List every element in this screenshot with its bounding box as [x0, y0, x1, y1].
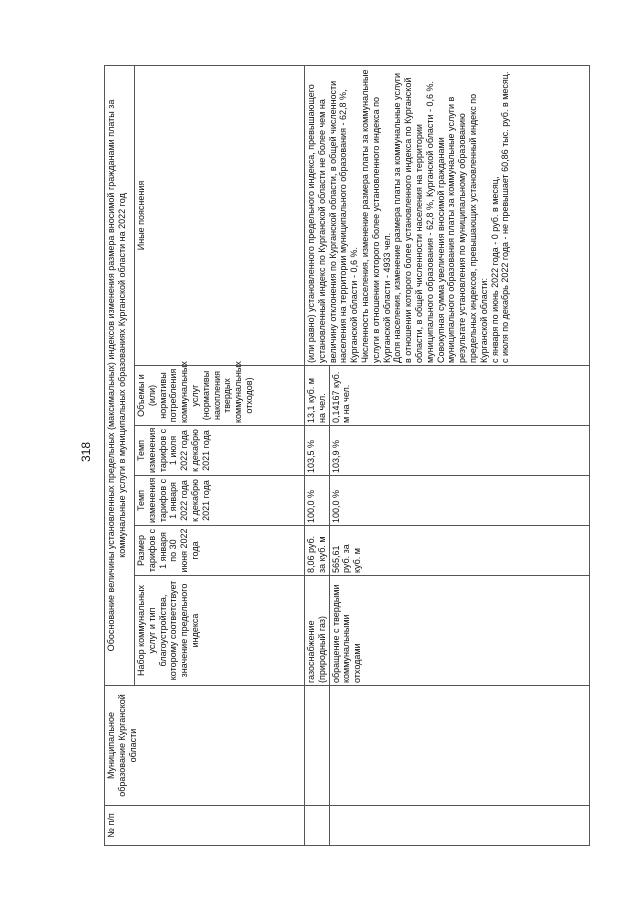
waste-rate-jul: 103,9 % — [329, 426, 589, 476]
gas-rate-jul: 103,5 % — [305, 426, 330, 476]
row-num-cell — [305, 806, 330, 846]
rotated-table-container — [104, 66, 594, 846]
waste-rate-jan: 100,0 % — [329, 476, 589, 526]
header-volume: Объемы и (или) нормативы потребления коммунальных услуг (нормативы накопления твердых коммунальных отходов) — [135, 366, 305, 426]
gas-tariff: 8,06 руб. за куб. м — [305, 526, 330, 576]
header-rate-jul: Темп изменения тарифов с 1 июля 2022 года к декабрю 2021 года — [135, 426, 305, 476]
notes-text: (или равно) установленного предельного индекса, превышающего установленный индекс по Курганской области не более чем на величину отклонения по Курганской области, в общей численности населения на территории муниципального образования - 62,8 %, Курганской области - 0,6 %. Численность населения, изменение размера платы за коммунальные услуги в отношении которого более установленного индекса по Курганской области - 4933 чел. Доля населения, изменение размера платы за коммунальные услуги в отношении которого более установленного индекса по Курганской области, в общей численности населения на территории муниципального образования - 62,8 %, Курганской области - 0,6 %. Совокупная сумма увеличения вносимой гражданами муниципального образования платы за коммунальные услуги в результате установления по муниципальному образованию предельных индексов, превышающих установленный индекс по Курганской области: с января по июнь 2022 года - 0 руб. в месяц, с июля по декабрь 2022 года - не превышает 60,86 тыс. руб. в месяц. — [306, 69, 511, 363]
gas-rate-jan: 100,0 % — [305, 476, 330, 526]
table-title: Обоснование величины установленных предельных (максимальных) индексов изменения размера вносимой гражданами платы за коммунальные услуги в муниципальных образованиях Курганской области на 2022 год — [105, 65, 135, 685]
row-municipality-cell — [329, 686, 589, 806]
row-municipality-cell — [305, 686, 330, 806]
header-service-set: Набор коммунальных услуг и тип благоустройства, которому соответствует значение предельного индекса — [135, 576, 305, 686]
row-num-cell — [329, 806, 589, 846]
gas-service: газоснабжение (природный газ) — [305, 576, 330, 686]
waste-service: обращение с твердыми коммунальными отходами — [329, 576, 589, 686]
waste-tariff: 565,61 руб. за куб. м — [329, 526, 589, 576]
page-number: 318 — [79, 441, 93, 463]
header-tariff: Размер тарифов с 1 января по 30 июня 2022 года — [135, 526, 305, 576]
header-num: № п/п — [105, 806, 305, 846]
header-notes: Иные пояснения — [135, 65, 305, 365]
notes-cell — [305, 65, 590, 365]
gas-volume: 13,1 куб. м на чел. — [305, 366, 330, 426]
header-rate-jan: Темп изменения тарифов с 1 января 2022 года к декабрю 2021 года — [135, 476, 305, 526]
waste-volume: 0,14167 куб. м на чел. — [329, 366, 589, 426]
header-municipality: Муниципальное образование Курганской области — [105, 686, 305, 806]
justification-table — [104, 65, 590, 846]
